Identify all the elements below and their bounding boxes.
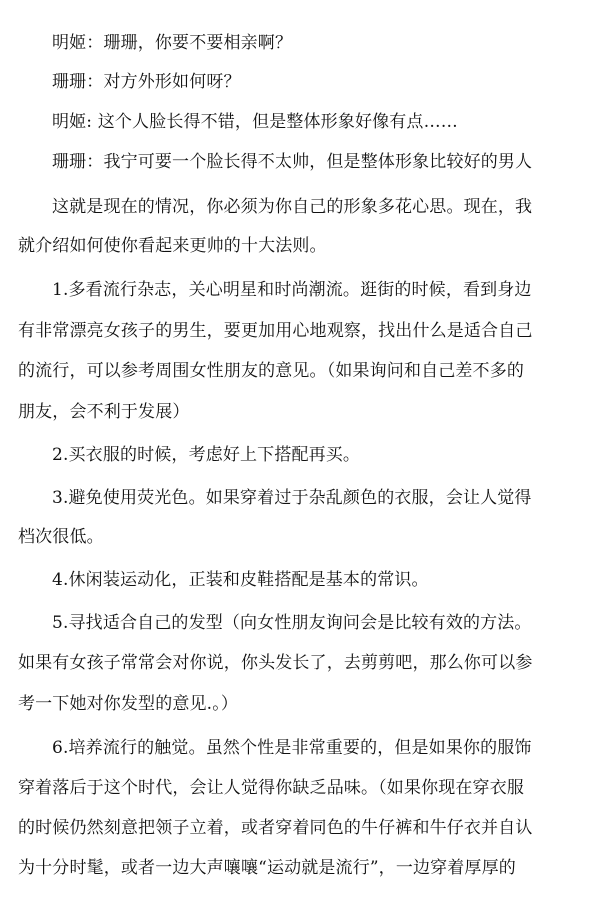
rule-5-line-2: 如果有女孩子常常会对你说，你头发长了，去剪剪吧，那么你可以参	[18, 653, 533, 673]
intro-line-2: 就介绍如何使你看起来更帅的十大法则。	[18, 236, 327, 256]
dialogue-line-1: 明姬：珊珊，你要不要相亲啊？	[52, 33, 293, 53]
dialogue-line-2: 珊珊：对方外形如何呀？	[52, 72, 241, 92]
rule-6-line-1: 6.培养流行的触觉。虽然个性是非常重要的，但是如果你的服饰	[52, 738, 532, 758]
rule-5-line-1: 5.寻找适合自己的发型（向女性朋友询问会是比较有效的方法。	[52, 613, 532, 633]
rule-5-line-3: 考一下她对你发型的意见.。）	[18, 694, 239, 714]
rule-1-line-1: 1.多看流行杂志，关心明星和时尚潮流。逛街的时候，看到身边	[52, 280, 532, 300]
rule-2-line-1: 2.买衣服的时候，考虑好上下搭配再买。	[52, 445, 361, 465]
dialogue-line-4: 珊珊：我宁可要一个脸长得不太帅，但是整体形象比较好的男人	[52, 152, 533, 172]
rule-4-line-1: 4.休闲装运动化，正装和皮鞋搭配是基本的常识。	[52, 570, 429, 590]
rule-1-line-3: 的流行，可以参考周围女性朋友的意见。（如果询问和自己差不多的	[18, 361, 524, 381]
rule-6-line-4: 为十分时髦，或者一边大声嚷嚷“运动就是流行”，一边穿着厚厚的	[18, 858, 516, 878]
intro-line-1: 这就是现在的情况，你必须为你自己的形象多花心思。现在，我	[52, 197, 533, 217]
rule-3-line-2: 档次很低。	[18, 527, 104, 547]
rule-3-line-1: 3.避免使用荧光色。如果穿着过于杂乱颜色的衣服，会让人觉得	[52, 488, 532, 508]
rule-6-line-3: 的时候仍然刻意把领子立着，或者穿着同色的牛仔裤和牛仔衣并自认	[18, 818, 533, 838]
dialogue-line-3: 明姬: 这个人脸长得不错，但是整体形象好像有点……	[52, 112, 458, 132]
rule-1-line-2: 有非常漂亮女孩子的男生，要更加用心地观察，找出什么是适合自己	[18, 321, 533, 341]
rule-1-line-4: 朋友，会不利于发展）	[18, 402, 190, 422]
rule-6-line-2: 穿着落后于这个时代，会让人觉得你缺乏品味。（如果你现在穿衣服	[18, 778, 524, 798]
